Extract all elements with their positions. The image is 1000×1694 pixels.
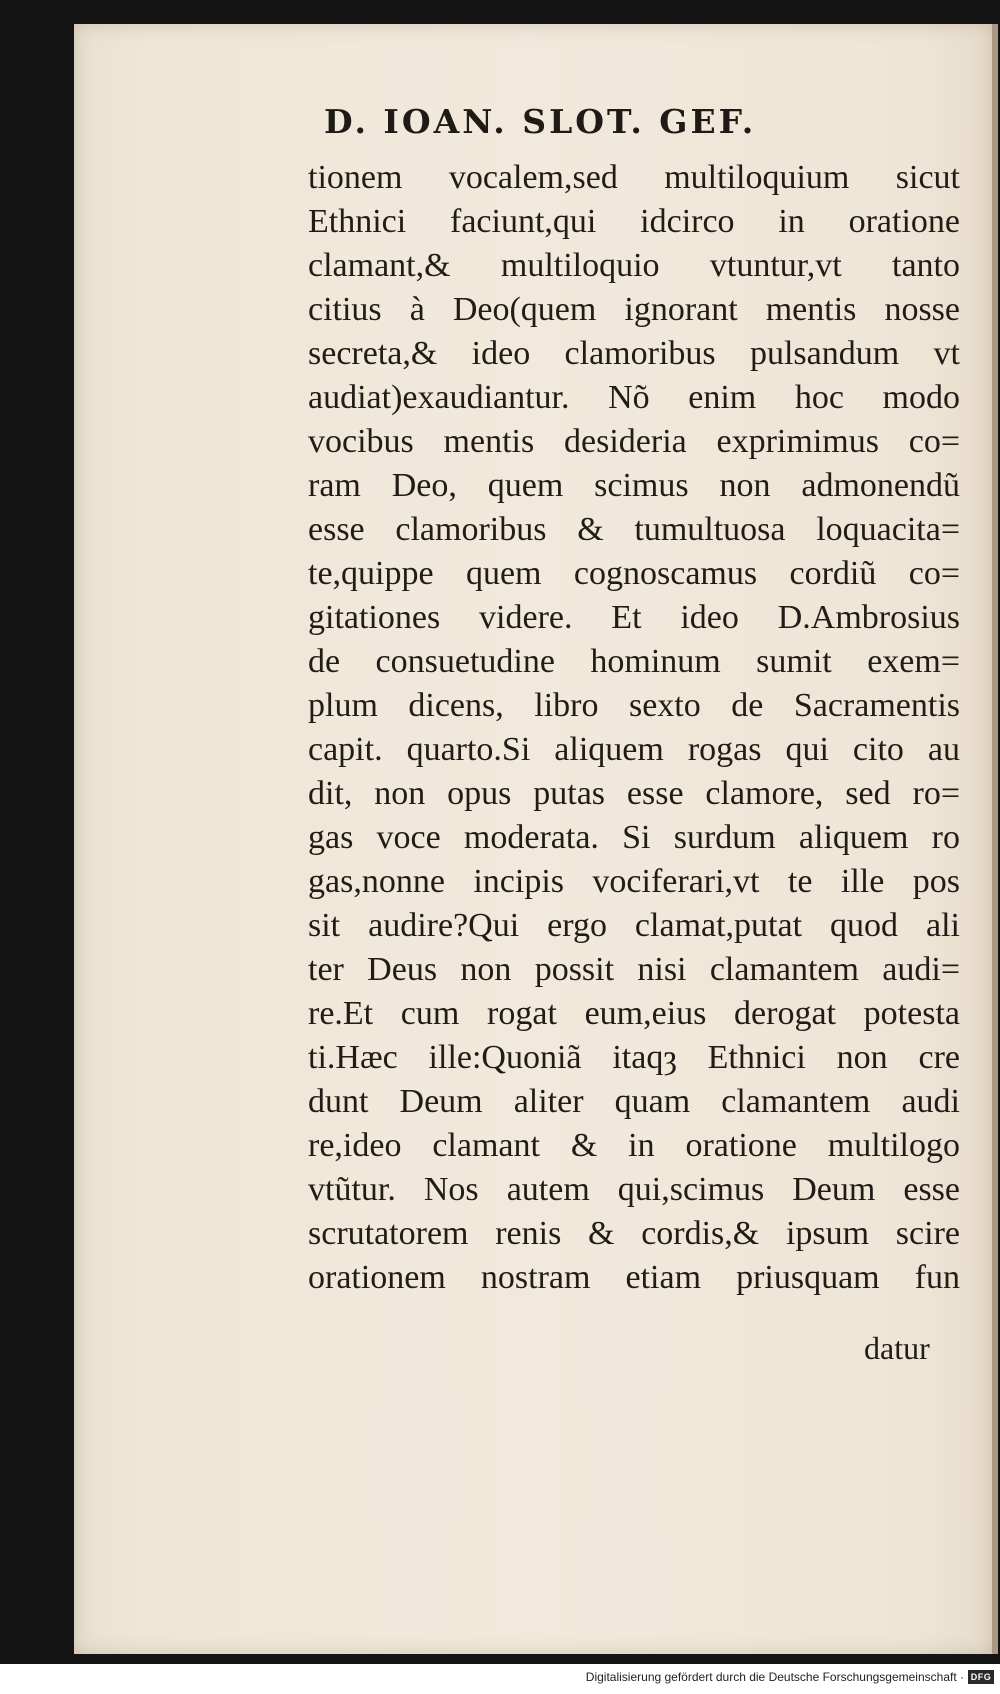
catchword: datur bbox=[864, 1330, 930, 1366]
text-line: secreta,& ideo clamoribus pulsandum vt bbox=[308, 335, 960, 372]
text-line: re.Et cum rogat eum,eius derogat potesta bbox=[308, 995, 960, 1032]
text-line: vtũtur. Nos autem qui,scimus Deum esse bbox=[308, 1171, 960, 1208]
dfg-logo: DFG bbox=[968, 1670, 994, 1684]
text-line: dit, non opus putas esse clamore, sed ro= bbox=[308, 775, 960, 812]
text-line: gitationes videre. Et ideo D.Ambrosius bbox=[308, 599, 960, 636]
body-text bbox=[308, 156, 960, 1300]
text-line: dunt Deum aliter quam clamantem audi bbox=[308, 1083, 960, 1120]
text-line: Ethnici faciunt,qui idcirco in oratione bbox=[308, 203, 960, 240]
text-line: vocibus mentis desideria exprimimus co= bbox=[308, 423, 960, 460]
text-line: de consuetudine hominum sumit exem= bbox=[308, 643, 960, 680]
text-line: plum dicens, libro sexto de Sacramentis bbox=[308, 687, 960, 724]
text-line: gas,nonne incipis vociferari,vt te ille pos bbox=[308, 863, 960, 900]
text-line: tionem vocalem,sed multiloquium sicut bbox=[308, 159, 960, 196]
text-line: ram Deo, quem scimus non admonendũ bbox=[308, 467, 960, 504]
text-line: re,ideo clamant & in oratione multilogo bbox=[308, 1127, 960, 1164]
text-line: te,quippe quem cognoscamus cordiũ co= bbox=[308, 555, 960, 592]
page-edge bbox=[992, 24, 998, 1654]
text-line: ter Deus non possit nisi clamantem audi= bbox=[308, 951, 960, 988]
text-line: esse clamoribus & tumultuosa loquacita= bbox=[308, 511, 960, 548]
funding-credit: Digitalisierung gefördert durch die Deutsche Forschungsgemeinschaft · bbox=[585, 1670, 964, 1684]
text-line: citius à Deo(quem ignorant mentis nosse bbox=[308, 291, 960, 328]
text-line: orationem nostram etiam priusquam fun bbox=[308, 1259, 960, 1296]
text-line: clamant,& multiloquio vtuntur,vt tanto bbox=[308, 247, 960, 284]
text-line: sit audire?Qui ergo clamat,putat quod ali bbox=[308, 907, 960, 944]
text-line: audiat)exaudiantur. Nõ enim hoc modo bbox=[308, 379, 960, 416]
text-line: capit. quarto.Si aliquem rogas qui cito au bbox=[308, 731, 960, 768]
text-line: ti.Hæc ille:Quoniã itaqȝ Ethnici non cre bbox=[308, 1039, 960, 1076]
text-line: scrutatorem renis & cordis,& ipsum scire bbox=[308, 1215, 960, 1252]
running-header: D. IOAN. SLOT. GEF. bbox=[324, 102, 757, 141]
footer-bar bbox=[0, 1664, 1000, 1694]
text-line: gas voce moderata. Si surdum aliquem ro bbox=[308, 819, 960, 856]
